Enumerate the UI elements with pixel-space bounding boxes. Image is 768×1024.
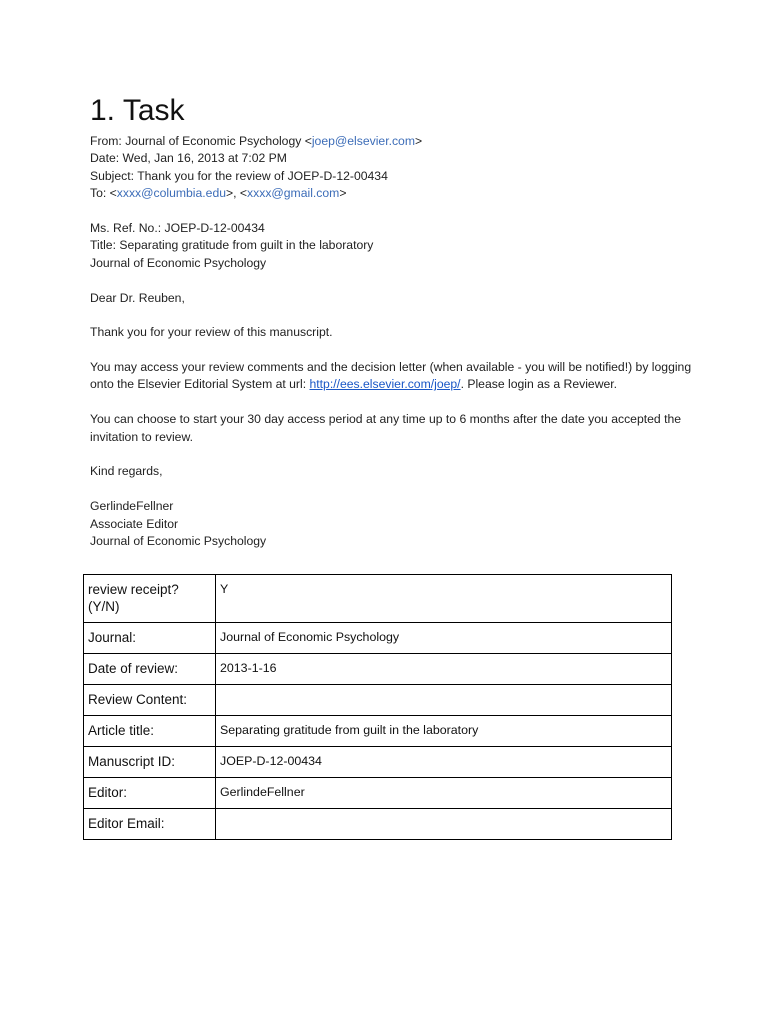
row-value: JOEP-D-12-00434 [216, 747, 672, 778]
spacer [90, 342, 710, 359]
spacer [90, 203, 710, 220]
ref-no-line: Ms. Ref. No.: JOEP-D-12-00434 [90, 220, 265, 235]
spacer [90, 307, 710, 324]
table-row [84, 685, 672, 716]
thanks-line: Thank you for your review of this manuscript. [90, 325, 333, 340]
table-row [84, 809, 672, 840]
row-label: Review Content: [84, 685, 216, 716]
to-email-link-1[interactable]: xxxx@columbia.edu [116, 186, 227, 201]
row-value [216, 685, 672, 716]
table-row [84, 654, 672, 685]
spacer [90, 481, 710, 498]
from-email-link[interactable]: joep@elsevier.com [311, 134, 415, 148]
row-value: Journal of Economic Psychology [216, 623, 672, 654]
row-value: 2013-1-16 [216, 654, 672, 685]
closing-line: Kind regards, [90, 464, 163, 479]
signature-journal: Journal of Economic Psychology [90, 534, 267, 549]
spacer [90, 446, 710, 463]
access-paragraph [90, 359, 710, 394]
email-from-label: From: Journal of Economic Psychology < [90, 134, 312, 148]
signature-name: GerlindeFellner [90, 499, 174, 514]
row-label: Editor Email: [84, 809, 216, 840]
row-label: Manuscript ID: [84, 747, 216, 778]
email-from-suffix: > [415, 134, 423, 148]
email-subject-line: Subject: Thank you for the review of JOEP-D-12-00434 [90, 168, 388, 183]
email-to-line [90, 185, 710, 202]
email-to-label: To: < [90, 186, 117, 201]
row-label: Editor: [84, 778, 216, 809]
row-label: Article title: [84, 716, 216, 747]
table-row [84, 778, 672, 809]
page-title: 1. Task [90, 94, 185, 127]
row-value: Y [216, 575, 672, 623]
row-value: GerlindeFellner [216, 778, 672, 809]
spacer [90, 394, 710, 411]
email-from-line [90, 133, 710, 150]
review-info-table [83, 574, 672, 840]
email-to-suffix: > [339, 186, 347, 201]
greeting-line: Dear Dr. Reuben, [90, 290, 185, 305]
row-label: Date of review: [84, 654, 216, 685]
access-text: You may access your review comments and the decision letter (when available - you will be notified!) by logging onto the Elsevier Editorial System at url: [90, 360, 692, 392]
access-text-end: . Please login as a Reviewer. [460, 377, 618, 392]
email-date-line: Date: Wed, Jan 16, 2013 at 7:02 PM [90, 151, 287, 166]
ees-url-link[interactable]: http://ees.elsevier.com/joep/ [309, 377, 461, 392]
article-title-line: Title: Separating gratitude from guilt in the laboratory [90, 238, 374, 253]
row-label: Journal: [84, 623, 216, 654]
table-row [84, 623, 672, 654]
email-to-separator: >, < [226, 186, 248, 201]
table-row [84, 716, 672, 747]
spacer [90, 272, 710, 289]
table-row [84, 747, 672, 778]
row-value [216, 809, 672, 840]
signature-role: Associate Editor [90, 516, 179, 531]
table-row [84, 575, 672, 623]
row-label: review receipt? (Y/N) [84, 575, 216, 623]
email-body [90, 133, 710, 550]
to-email-link-2[interactable]: xxxx@gmail.com [247, 186, 340, 201]
journal-line: Journal of Economic Psychology [90, 255, 267, 270]
period-paragraph: You can choose to start your 30 day access period at any time up to 6 months after the date you accepted the invitation to review. [90, 412, 682, 444]
row-value: Separating gratitude from guilt in the laboratory [216, 716, 672, 747]
